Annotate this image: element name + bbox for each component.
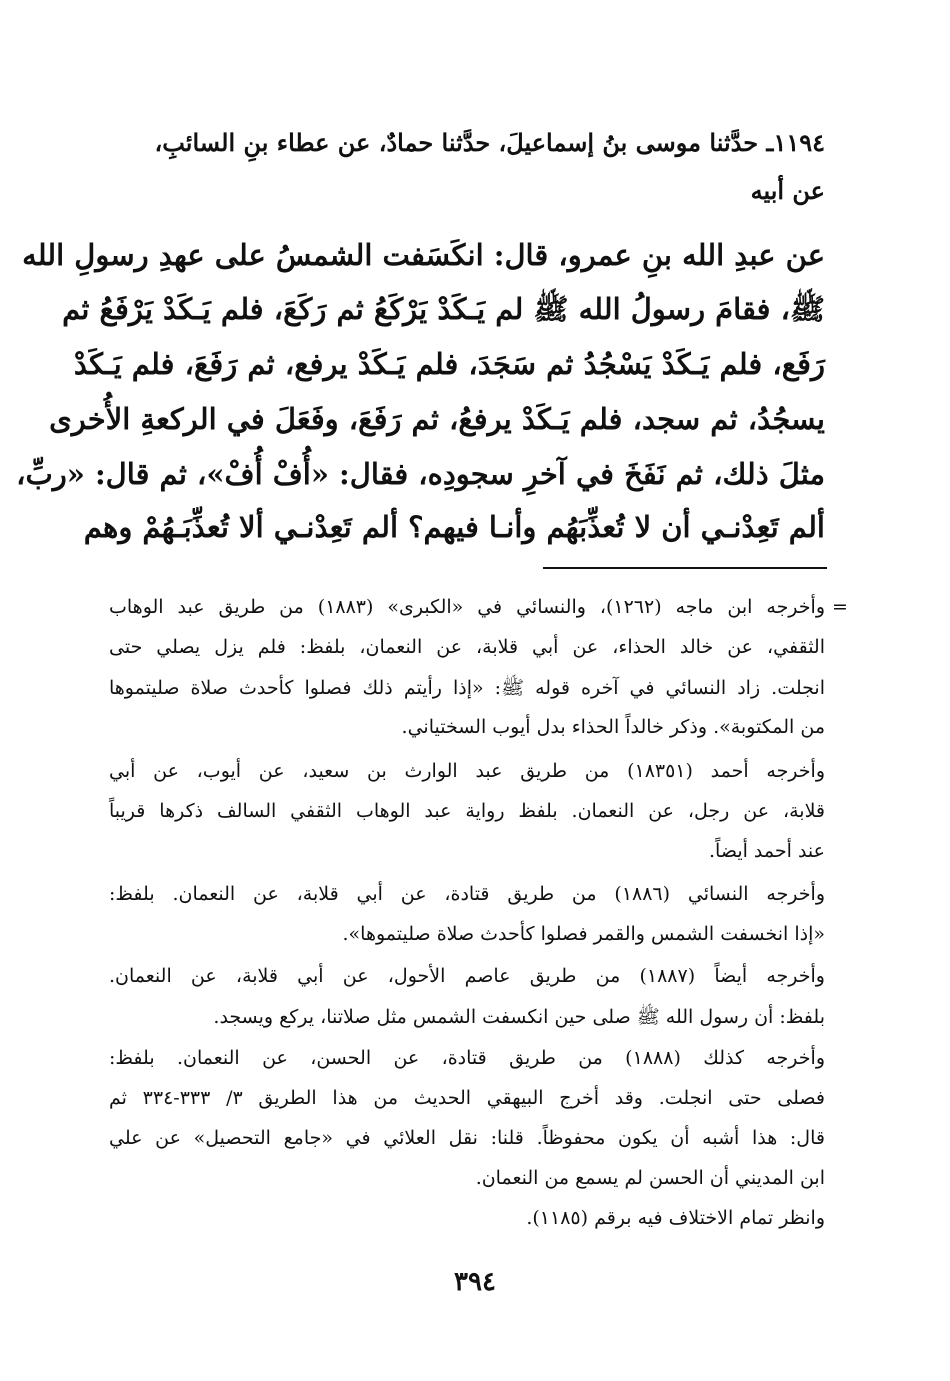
footnote-line-11: بلفظ: أن رسول الله ﷺ صلى حين انكسفت الشمس مثل صلاتنا، يركع ويسجد. [213, 1006, 825, 1028]
page-number: ٣٩٤ [454, 1267, 496, 1297]
footnote-line-13: فصلى حتى انجلت. وقد أخرج البيهقي الحديث من هذا الطريق ٣/ ٣٣٣-٣٣٤ ثم [109, 1087, 825, 1109]
hadith-chain-line-2: عن أبيه [750, 176, 825, 205]
hadith-text-line-3: رَفَع، فلم يَـكَدْ يَسْجُدُ ثم سَجَدَ، فلم يَـكَدْ يرفع، ثم رَفَعَ، فلم يَـكَدْ [73, 347, 825, 381]
footnote-line-7: عند أحمد أيضاً. [709, 840, 825, 862]
footnote-line-2: الثقفي، عن خالد الحذاء، عن أبي قلابة، عن النعمان، بلفظ: فلم يزل يصلي حتى [109, 636, 825, 658]
footnote-line-16: وانظر تمام الاختلاف فيه برقم (١١٨٥). [526, 1207, 825, 1229]
footnote-line-14: قال: هذا أشبه أن يكون محفوظاً. قلنا: نقل العلائي في «جامع التحصيل» عن علي [109, 1127, 825, 1149]
footnote-line-3: انجلت. زاد النسائي في آخره قوله ﷺ: «إذا رأيتم ذلك فصلوا كأحدث صلاة صليتموها [109, 677, 825, 699]
footnote-line-6: قلابة، عن رجل، عن النعمان. بلفظ رواية عبد الوهاب الثقفي السالف ذكرها قريباً [109, 800, 825, 822]
footnote-line-10: وأخرجه أيضاً (١٨٨٧) من طريق عاصم الأحول، عن أبي قلابة، عن النعمان. [109, 965, 825, 987]
footnote-line-1: وأخرجه ابن ماجه (١٢٦٢)، والنسائي في «الكبرى» (١٨٨٣) من طريق عبد الوهاب [109, 596, 825, 618]
footnote-separator [543, 567, 827, 569]
hadith-chain-line-1: ١١٩٤ـ حدَّثنا موسى بنُ إسماعيلَ، حدَّثنا حمادٌ، عن عطاء بنِ السائبِ، [154, 128, 825, 157]
footnote-line-9: «إذا انخسفت الشمس والقمر فصلوا كأحدث صلاة صليتموها». [342, 923, 825, 945]
footnote-continuation-marker: = [832, 596, 848, 618]
footnote-line-4: من المكتوبة». وذكر خالداً الحذاء بدل أيوب السختياني. [401, 716, 825, 738]
footnote-line-15: ابن المديني أن الحسن لم يسمع من النعمان. [475, 1167, 825, 1189]
hadith-text-line-5: مثلَ ذلك، ثم نَفَخَ في آخرِ سجودِه، فقال: «أُفْ أُفْ»، ثم قال: «ربِّ، [16, 457, 825, 491]
footnote-line-12: وأخرجه كذلك (١٨٨٨) من طريق قتادة، عن الحسن، عن النعمان. بلفظ: [109, 1047, 825, 1069]
footnote-line-5: وأخرجه أحمد (١٨٣٥١) من طريق عبد الوارث بن سعيد، عن أيوب، عن أبي [109, 760, 825, 782]
hadith-text-line-4: يسجُدُ، ثم سجد، فلم يَـكَدْ يرفعُ، ثم رَفَعَ، وفَعَلَ في الركعةِ الأُخرى [49, 402, 825, 436]
hadith-text-line-2: ﷺ، فقامَ رسولُ الله ﷺ لم يَـكَدْ يَرْكَعُ ثم رَكَعَ، فلم يَـكَدْ يَرْفَعُ ثم [62, 292, 825, 326]
hadith-text-line-6: ألم تَعِدْنـي أن لا تُعذِّبَهُم وأنـا فيهم؟ ألم تَعِدْنـي ألا تُعذِّبَـهُمْ وهم [83, 510, 825, 544]
footnote-line-8: وأخرجه النسائي (١٨٨٦) من طريق قتادة، عن أبي قلابة، عن النعمان. بلفظ: [109, 883, 825, 905]
hadith-text-line-1: عن عبدِ الله بنِ عمرو، قال: انكَسَفت الشمسُ على عهدِ رسولِ الله [22, 238, 825, 272]
